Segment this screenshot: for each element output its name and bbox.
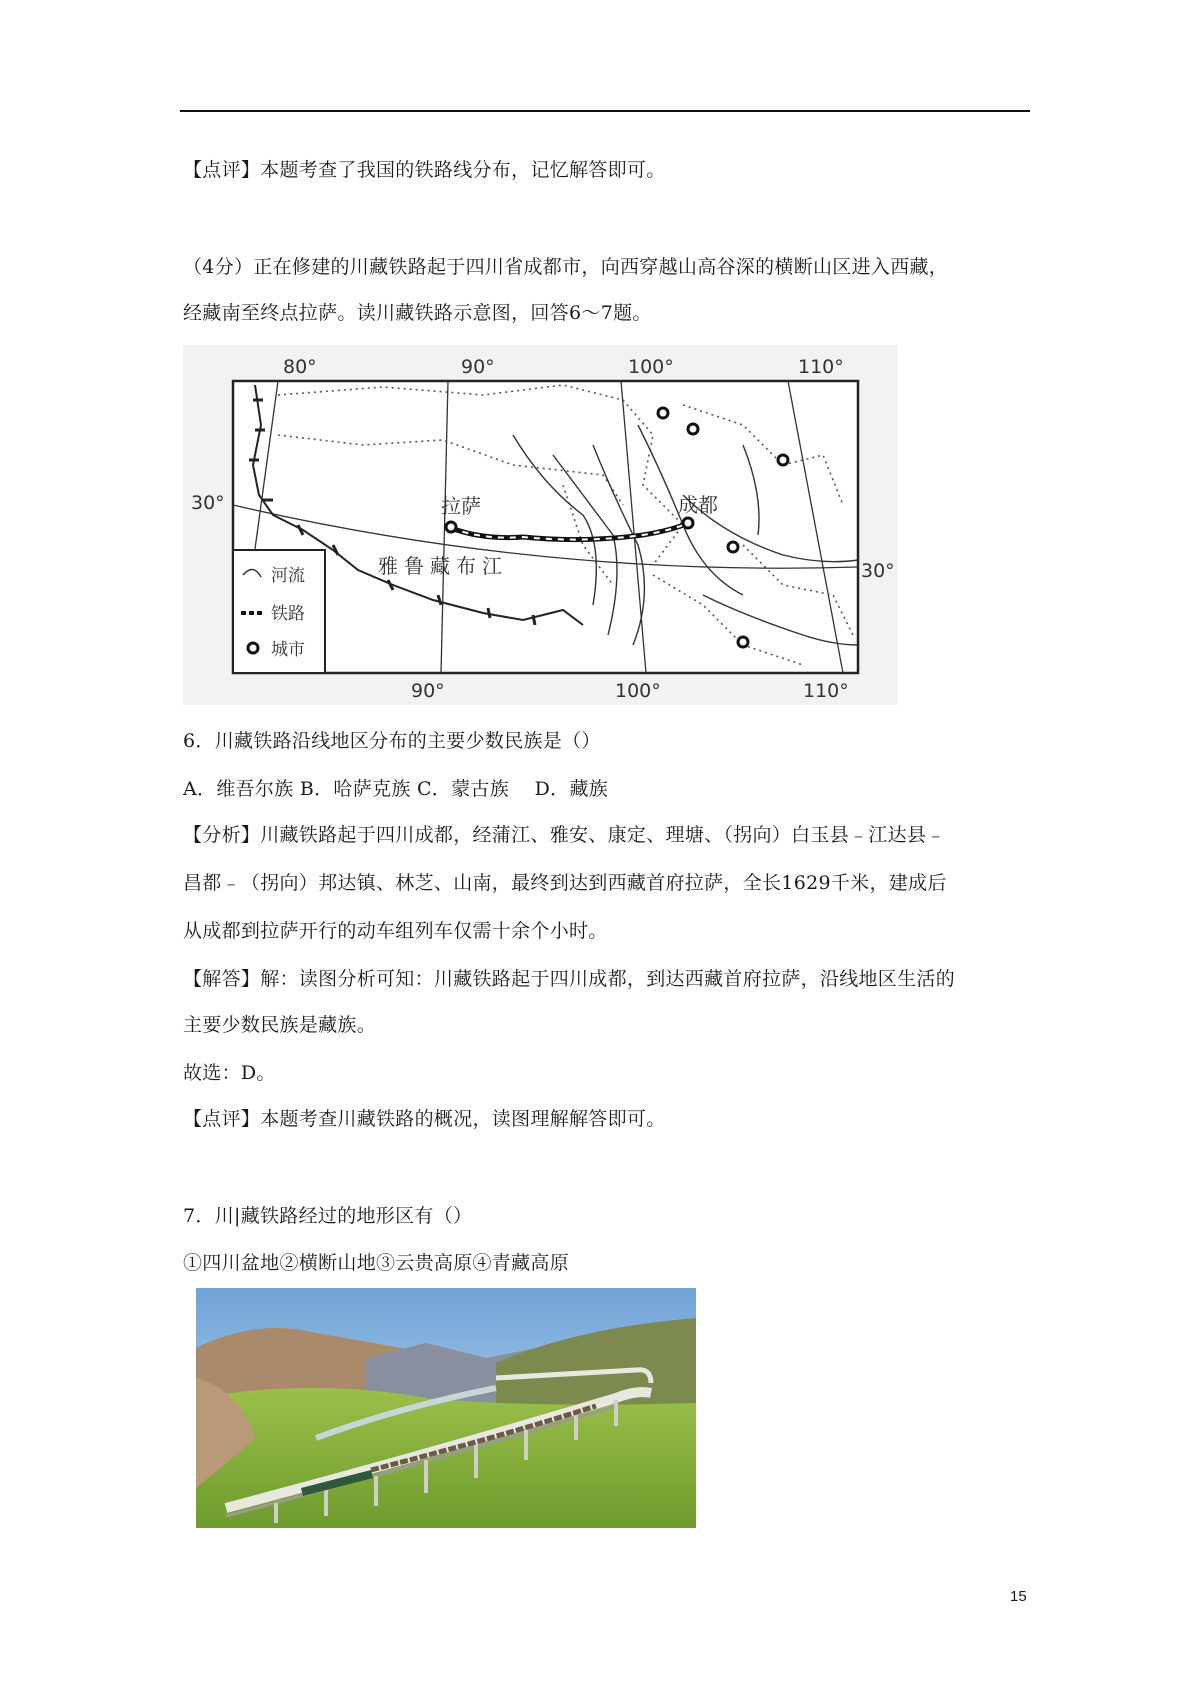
solution-line-1: 【解答】解：读图分析可知：川藏铁路起于四川成都，到达西藏首府拉萨，沿线地区生活的: [183, 968, 956, 990]
legend-railway-label: 铁路: [271, 604, 305, 624]
map-legend: [233, 550, 325, 673]
railway-landscape-photo: [196, 1288, 696, 1528]
intro-paragraph-line-1: （4分）正在修建的川藏铁路起于四川省成都市，向西穿越山高谷深的横断山区进入西藏，: [183, 256, 949, 278]
answer-choice: 故选：D。: [183, 1062, 276, 1084]
legend-city-icon: [248, 643, 258, 653]
lon-label-80-top: 80°: [283, 356, 317, 378]
question-6: 6．川藏铁路沿线地区分布的主要少数民族是（）: [183, 730, 601, 752]
intro-paragraph-line-2: 经藏南至终点拉萨。读川藏铁路示意图，回答6～7题。: [183, 302, 652, 324]
city-label-lhasa: 拉萨: [441, 494, 481, 518]
analysis-line-3: 从成都到拉萨开行的动车组列车仅需十余个小时。: [183, 920, 608, 942]
legend-city-label: 城市: [271, 640, 305, 660]
lon-label-90-top: 90°: [461, 356, 495, 378]
comment-paragraph-1: 【点评】本题考查了我国的铁路线分布，记忆解答即可。: [183, 159, 666, 181]
question-7: 7．川|藏铁路经过的地形区有（）: [183, 1205, 473, 1227]
lon-label-100-top: 100°: [628, 356, 674, 378]
legend-river-label: 河流: [271, 566, 305, 586]
sichuan-tibet-railway-map: [183, 345, 898, 705]
lat-label-30-right: 30°: [861, 560, 895, 582]
lon-label-100-bottom: 100°: [615, 680, 661, 702]
header-rule: [180, 110, 1030, 112]
city-label-chengdu: 成都: [678, 493, 718, 517]
page-number: 15: [1010, 1588, 1027, 1605]
question-6-options: A．维吾尔族 B．哈萨克族 C．蒙古族 D．藏族: [183, 778, 609, 800]
comment-paragraph-2: 【点评】本题考查川藏铁路的概况，读图理解解答即可。: [183, 1108, 666, 1130]
lon-label-110-bottom: 110°: [803, 680, 849, 702]
analysis-line-2: 昌都﹣（拐向）邦达镇、林芝、山南，最终到达到西藏首府拉萨，全长1629千米，建成后: [183, 872, 947, 894]
analysis-line-1: 【分析】川藏铁路起于四川成都，经蒲江、雅安、康定、理塘、（拐向）白玉县﹣江达县﹣: [183, 824, 946, 846]
lon-label-90-bottom: 90°: [411, 680, 445, 702]
lon-label-110-top: 110°: [798, 356, 844, 378]
solution-line-2: 主要少数民族是藏族。: [183, 1014, 377, 1036]
lat-label-30-left: 30°: [191, 492, 225, 514]
question-7-options: ①四川盆地②横断山地③云贵高原④青藏高原: [183, 1252, 570, 1274]
river-label-yarlung: 雅鲁藏布江: [378, 554, 508, 578]
